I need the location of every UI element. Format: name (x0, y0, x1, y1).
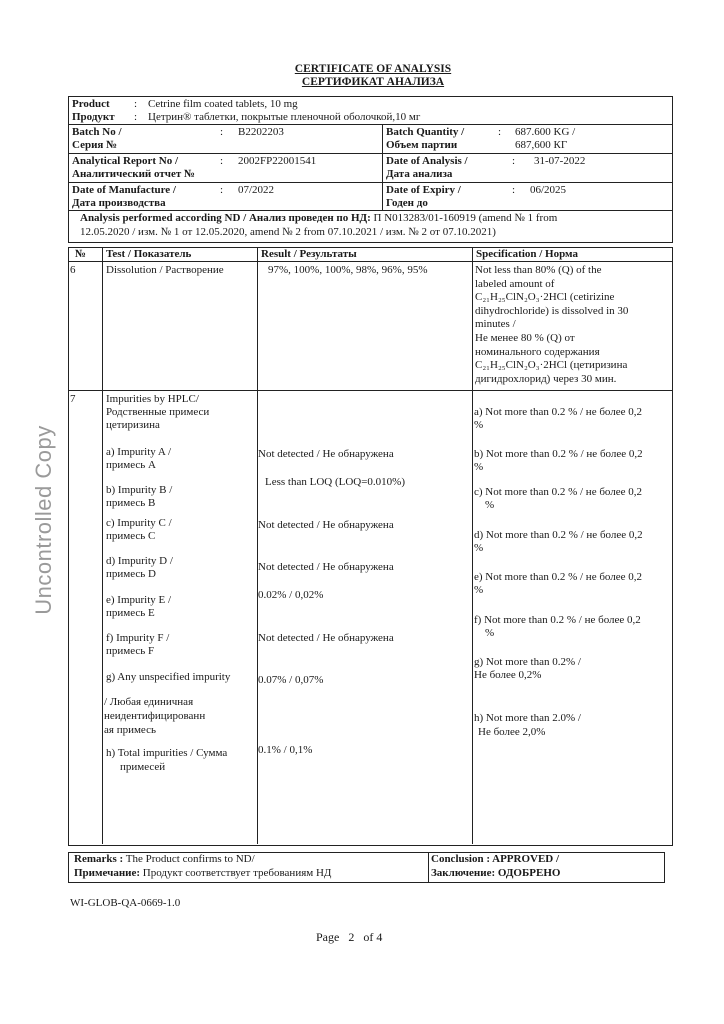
manufacture-value: 07/2022 (238, 184, 275, 196)
report-value: 2002FP22001541 (238, 155, 317, 167)
row-test-header: цетиризина (106, 419, 160, 431)
remarks-ru (74, 867, 331, 880)
remarks-label-ru: Примечание: (74, 867, 141, 879)
impurity-a-spec: a) Not more than 0.2 % / не более 0,2 (474, 406, 643, 418)
impurity-f-spec: % (485, 627, 495, 639)
watermark-uncontrolled-copy: Uncontrolled Copy (31, 425, 56, 615)
batch-no-value: B2202203 (238, 126, 284, 138)
impurity-e-spec: e) Not more than 0.2 % / не более 0,2 (474, 571, 643, 583)
impurity-a-test: a) Impurity A / (106, 446, 172, 458)
spec-line: Not less than 80% (Q) of the (475, 264, 602, 276)
impurity-e-result: 0.02% / 0,02% (258, 589, 324, 601)
impurity-h-test: h) Total impurities / Сумма (106, 747, 228, 759)
document-code: WI-GLOB-QA-0669-1.0 (70, 897, 181, 909)
impurity-b-result: Less than LOQ (LOQ=0.010%) (265, 476, 406, 488)
title-en: CERTIFICATE OF ANALYSIS (294, 63, 452, 75)
page-total: of 4 (363, 930, 383, 944)
divider (68, 390, 672, 391)
page-indicator (316, 931, 382, 944)
divider (68, 261, 672, 262)
spec-line: дигидрохлорид) через 30 мин. (475, 372, 617, 385)
impurity-g-test: / Любая единичная (104, 696, 194, 708)
colon: : (134, 98, 138, 110)
remarks-label-en: Remarks : (74, 853, 124, 865)
colon: : (498, 126, 502, 138)
impurity-e-spec: % (474, 584, 484, 596)
spec-line: C₂₁H₂₅ClN₂O₃·2HCl (cetirizine (475, 291, 615, 304)
divider (428, 852, 429, 882)
impurity-h-spec: h) Not more than 2.0% / (474, 712, 581, 724)
batch-quantity-value-en: 687.600 KG / (515, 126, 576, 138)
report-label-en: Analytical Report No / (72, 155, 179, 167)
expiry-value: 06/2025 (530, 184, 567, 196)
spec-line: minutes / (475, 318, 516, 331)
impurity-g-spec: g) Not more than 0.2% / (474, 656, 581, 668)
col-header-result: Result / Результаты (261, 248, 357, 260)
divider (472, 247, 473, 844)
impurity-a-spec: % (474, 419, 484, 431)
spec-line: C₂₁H₂₅ClN₂O₃·2HCl (цетиризина (475, 359, 628, 372)
impurity-b-test: b) Impurity B / (106, 484, 173, 496)
row-number: 6 (70, 264, 76, 276)
report-label-ru: Аналитический отчет № (72, 168, 196, 180)
impurity-f-test: f) Impurity F / (106, 632, 170, 644)
impurity-b-test: примесь B (106, 497, 156, 509)
impurity-a-result: Not detected / Не обнаружена (258, 448, 394, 460)
impurity-d-test: d) Impurity D / (106, 555, 173, 567)
impurity-g-test: ая примесь (104, 724, 156, 736)
page-number: 2 (348, 930, 355, 944)
col-header-num: № (75, 248, 87, 260)
impurity-c-test: примесь C (106, 530, 156, 542)
row-test-header: Родственные примеси (106, 406, 210, 418)
row-test-header: Impurities by HPLC/ (106, 393, 199, 405)
conclusion-ru: Заключение: ОДОБРЕНО (431, 867, 561, 879)
batch-quantity-label-ru: Объем партии (386, 139, 458, 151)
impurity-g-result: 0.07% / 0,07% (258, 674, 324, 686)
divider (68, 182, 672, 183)
divider (102, 247, 103, 844)
impurity-f-test: примесь F (106, 645, 155, 657)
impurity-d-spec: % (474, 542, 484, 554)
row-result: 97%, 100%, 100%, 98%, 96%, 95% (268, 264, 428, 276)
impurity-d-result: Not detected / Не обнаружена (258, 561, 394, 573)
impurity-d-test: примесь D (106, 568, 156, 580)
batch-quantity-label-en: Batch Quantity / (386, 126, 465, 138)
divider (68, 153, 672, 154)
analysis-date-value: 31-07-2022 (534, 155, 586, 167)
impurity-c-result: Not detected / Не обнаружена (258, 519, 394, 531)
expiry-label-ru: Годен до (386, 197, 428, 209)
impurity-c-spec: % (485, 499, 495, 511)
impurity-g-spec: Не более 0,2% (474, 669, 542, 681)
impurity-a-test: примесь A (106, 459, 156, 471)
product-label-ru: Продукт (72, 111, 115, 123)
impurity-f-result: Not detected / Не обнаружена (258, 632, 394, 644)
impurity-c-test: c) Impurity C / (106, 517, 172, 529)
spec-line: dihydrochloride) is dissolved in 30 (475, 304, 629, 317)
row-spec-dissolution (475, 264, 657, 386)
impurity-e-test: примесь E (106, 607, 155, 619)
product-label-en: Product (72, 98, 110, 110)
impurity-h-result: 0.1% / 0,1% (258, 744, 313, 756)
product-value-en: Cetrine film coated tablets, 10 mg (148, 98, 298, 110)
manufacture-label-en: Date of Manufacture / (72, 184, 176, 196)
impurity-h-spec: Не более 2,0% (478, 726, 546, 738)
remarks-text-en: The Product confirms to ND/ (125, 853, 255, 865)
title-ru: СЕРТИФИКАТ АНАЛИЗА (301, 76, 445, 88)
analysis-according-bold: Analysis performed according ND / Анализ проведен по НД: (80, 212, 371, 224)
impurity-g-test: неидентифицированн (104, 710, 206, 722)
colon: : (220, 155, 224, 167)
batch-no-label-en: Batch No / (72, 126, 122, 138)
col-header-spec: Specification / Норма (476, 248, 578, 260)
divider (382, 124, 383, 210)
impurity-c-spec: c) Not more than 0.2 % / не более 0,2 (474, 486, 643, 498)
colon: : (220, 184, 224, 196)
divider (68, 210, 672, 211)
impurity-b-spec: b) Not more than 0.2 % / не более 0,2 (474, 448, 643, 460)
col-header-test: Test / Показатель (106, 248, 192, 260)
analysis-according-rest: П N013283/01-160919 (amend № 1 from (373, 212, 558, 224)
batch-quantity-value-ru: 687,600 КГ (515, 139, 568, 151)
impurity-g-test: g) Any unspecified impurity (106, 671, 231, 683)
conclusion-en: Conclusion : APPROVED / (431, 853, 560, 865)
spec-line: номинального содержания (475, 345, 600, 358)
analysis-date-label-en: Date of Analysis / (386, 155, 468, 167)
impurity-d-spec: d) Not more than 0.2 % / не более 0,2 (474, 529, 643, 541)
remarks-en (74, 853, 255, 866)
batch-no-label-ru: Серия № (72, 139, 118, 151)
colon: : (512, 184, 516, 196)
manufacture-label-ru: Дата производства (72, 197, 166, 209)
expiry-label-en: Date of Expiry / (386, 184, 461, 196)
impurity-f-spec: f) Not more than 0.2 % / не более 0,2 (474, 614, 641, 626)
remarks-text-ru: Продукт соответствует требованиям НД (142, 867, 332, 879)
page-label: Page (316, 930, 340, 944)
impurity-b-spec: % (474, 461, 484, 473)
row-test: Dissolution / Растворение (106, 264, 224, 276)
colon: : (134, 111, 138, 123)
row-number: 7 (70, 393, 76, 405)
colon: : (220, 126, 224, 138)
impurity-h-test: примесей (120, 761, 166, 773)
product-value-ru: Цетрин® таблетки, покрытые пленочной оболочкой,10 мг (148, 111, 421, 123)
analysis-according-line-2: 12.05.2020 / изм. № 1 от 12.05.2020, amend № 2 from 07.10.2021 / изм. № 2 от 07.10.2021) (80, 226, 496, 238)
analysis-according-line-1 (80, 212, 557, 225)
spec-line: Не менее 80 % (Q) от (475, 331, 575, 344)
colon: : (512, 155, 516, 167)
spec-line: labeled amount of (475, 277, 555, 290)
divider (68, 124, 672, 125)
analysis-date-label-ru: Дата анализа (386, 168, 453, 180)
impurity-e-test: e) Impurity E / (106, 594, 172, 606)
